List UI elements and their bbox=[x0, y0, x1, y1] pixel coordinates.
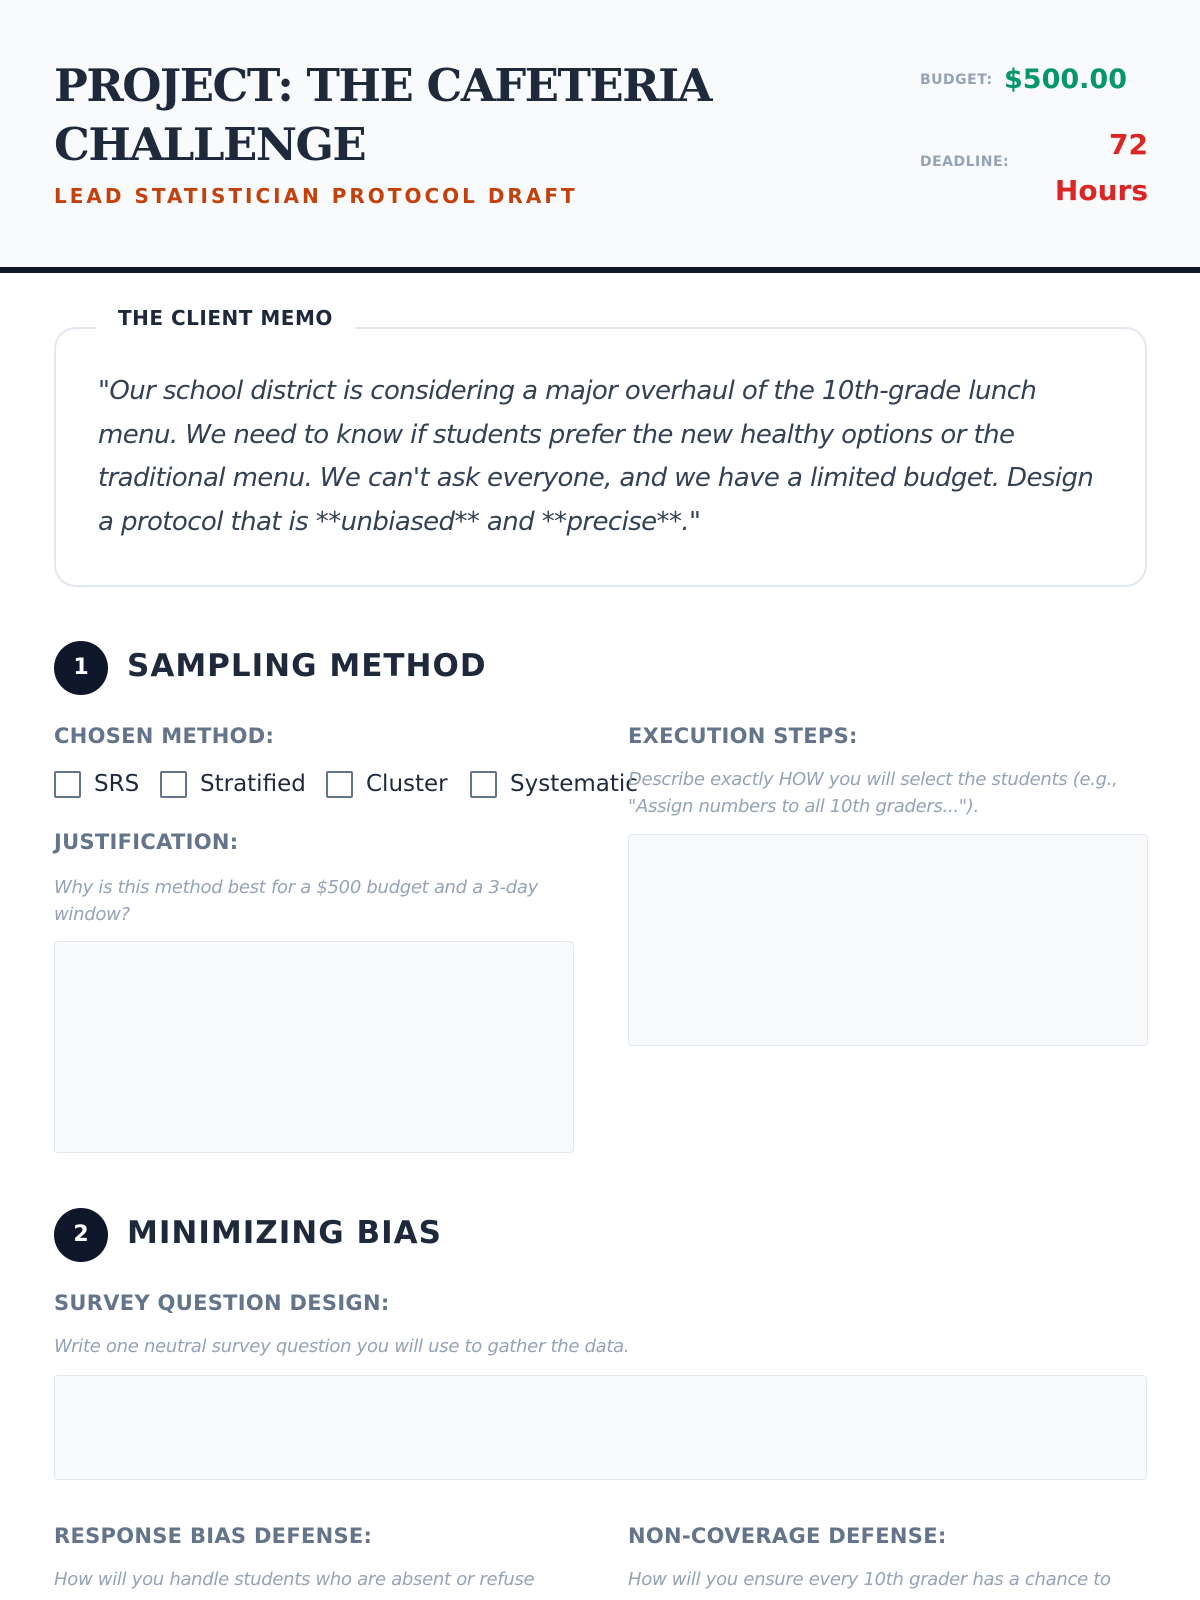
section-1-title: SAMPLING METHOD bbox=[127, 648, 487, 684]
chosen-method-label: CHOSEN METHOD: bbox=[54, 724, 275, 748]
non-coverage-label: NON-COVERAGE DEFENSE: bbox=[628, 1524, 947, 1548]
checkbox-label: Systematic bbox=[510, 771, 638, 797]
execution-steps-hint: Describe exactly HOW you will select the students (e.g., "Assign numbers to all 10th graders..."). bbox=[628, 769, 1118, 817]
checkbox-label: Cluster bbox=[366, 771, 448, 797]
checkbox-label: SRS bbox=[94, 771, 140, 797]
deadline-label: DEADLINE: bbox=[920, 154, 1010, 170]
checkbox-systematic[interactable] bbox=[470, 771, 497, 798]
section-2-title: MINIMIZING BIAS bbox=[127, 1215, 442, 1251]
page-header bbox=[0, 0, 1200, 273]
justification-hint: Why is this method best for a $500 budget and a 3-day window? bbox=[54, 877, 538, 925]
page-title: PROJECT: THE CAFETERIA CHALLENGE bbox=[54, 59, 712, 171]
checkbox-srs[interactable] bbox=[54, 771, 81, 798]
client-memo-text: "Our school district is considering a major overhaul of the 10th-grade lunch menu. We need to know if students prefer the new healthy options or the traditional menu. We can't ask everyone, and we have a limited budget. Design a protocol that is **unbiased** and **precise**." bbox=[98, 376, 1094, 537]
budget-label: BUDGET: bbox=[920, 72, 993, 88]
method-checkbox-group bbox=[54, 770, 638, 800]
section-1-badge: 1 bbox=[54, 641, 108, 695]
response-bias-label: RESPONSE BIAS DEFENSE: bbox=[54, 1524, 373, 1548]
survey-question-input[interactable] bbox=[54, 1375, 1147, 1480]
response-bias-hint: How will you handle students who are absent or refuse bbox=[54, 1569, 535, 1590]
execution-steps-input[interactable] bbox=[628, 834, 1148, 1046]
justification-label: JUSTIFICATION: bbox=[54, 830, 239, 854]
survey-question-label: SURVEY QUESTION DESIGN: bbox=[54, 1291, 390, 1315]
checkbox-label: Stratified bbox=[200, 771, 306, 797]
execution-steps-label: EXECUTION STEPS: bbox=[628, 724, 858, 748]
budget-value: $500.00 bbox=[1004, 64, 1127, 95]
checkbox-stratified[interactable] bbox=[160, 771, 187, 798]
page-subtitle: LEAD STATISTICIAN PROTOCOL DRAFT bbox=[54, 184, 578, 208]
checkbox-cluster[interactable] bbox=[326, 771, 353, 798]
section-2-badge: 2 bbox=[54, 1208, 108, 1262]
deadline-value: 72 Hours bbox=[1054, 128, 1148, 207]
non-coverage-hint: How will you ensure every 10th grader has a chance to bbox=[628, 1569, 1111, 1590]
client-memo-legend: THE CLIENT MEMO bbox=[96, 306, 355, 330]
survey-question-hint: Write one neutral survey question you will use to gather the data. bbox=[54, 1336, 630, 1357]
justification-input[interactable] bbox=[54, 941, 574, 1153]
